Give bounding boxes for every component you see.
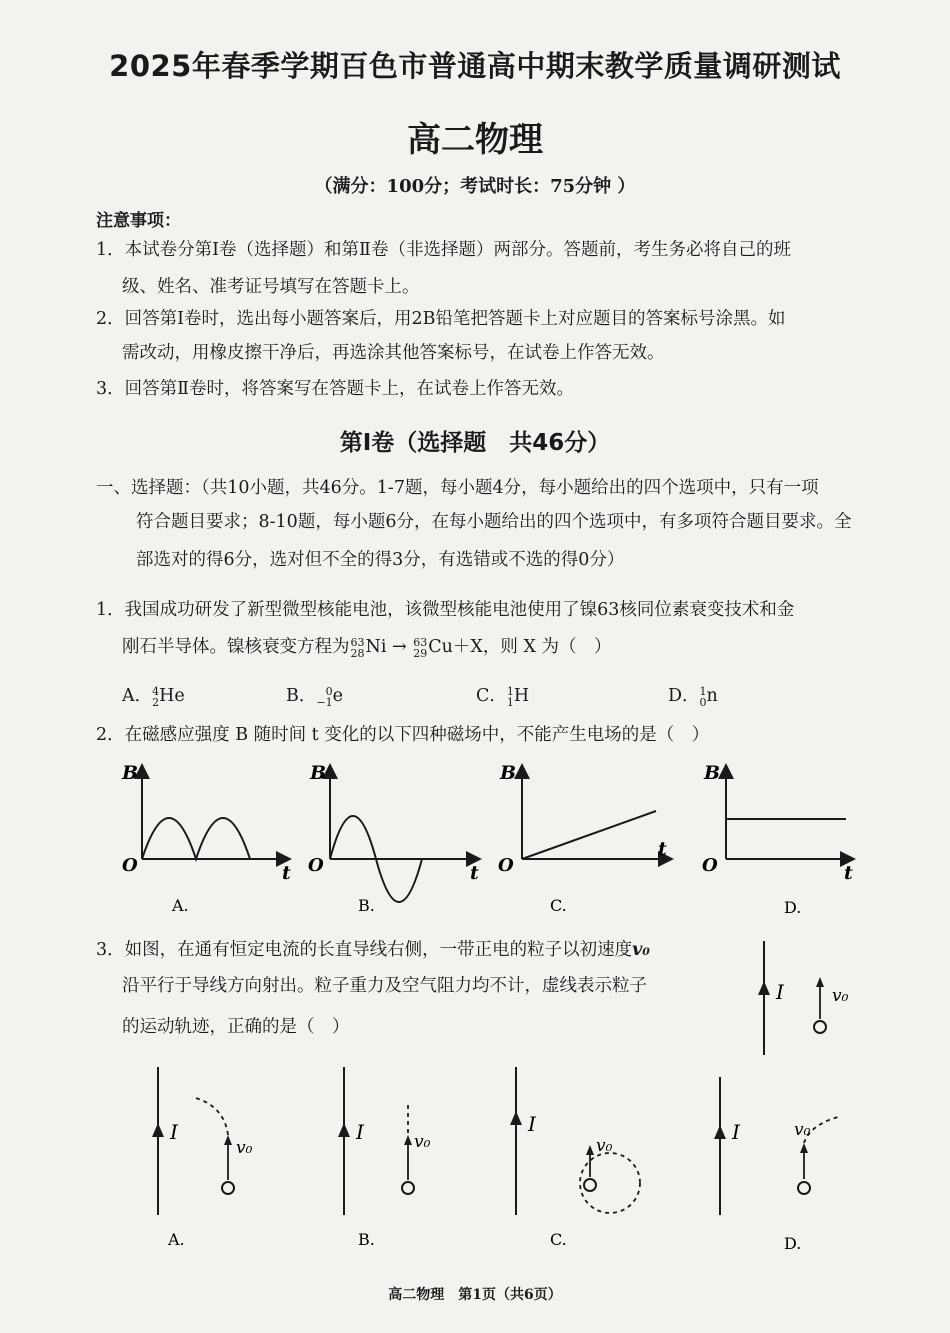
- decay-arrow: →: [392, 637, 407, 657]
- q1-line2-prefix: 刚石半导体。镍核衰变方程为: [122, 637, 350, 657]
- cu-mass: 63: [413, 635, 428, 649]
- q2-graph-d-axis-t: t: [844, 862, 853, 884]
- q2-graph-b: [308, 762, 479, 915]
- ni-z: 28: [350, 646, 365, 660]
- q1-option-c-label: C．: [476, 686, 507, 706]
- q2-graph-b-origin: O: [308, 855, 324, 876]
- q2-graph-a: [121, 762, 291, 915]
- q2-graph-a-axis-t: t: [282, 862, 291, 884]
- q3-line1-text: 3．如图，在通有恒定电流的长直导线右侧，一带正电的粒子以初速度: [96, 940, 633, 960]
- q2-graph-c-axis-b: B: [500, 762, 517, 784]
- q3-figure-b: [338, 1067, 431, 1249]
- q3-option-a-label: A.: [168, 1230, 185, 1249]
- q1-line2: [122, 635, 611, 659]
- q2-graph-c: [498, 762, 670, 915]
- q1-option-b-mass: 0: [325, 684, 333, 698]
- q3-b-v0: v₀: [414, 1132, 431, 1152]
- q1-option-d-label: D．: [668, 686, 700, 706]
- exam-meta: （满分：100分；考试时长：75分钟 ）: [314, 176, 636, 197]
- q1-line2-suffix: ＋X，则 X 为（ ）: [452, 637, 612, 657]
- q3-a-current: I: [170, 1120, 178, 1144]
- section-title: 第Ⅰ卷（选择题 共46分）: [339, 430, 611, 456]
- q3-d-current: I: [732, 1120, 740, 1144]
- q3-option-c-label: C.: [550, 1230, 567, 1249]
- q3-figure-a: [152, 1067, 253, 1249]
- notice-item-2-line1: 2．回答第Ⅰ卷时，选出每小题答案后，用2B铅笔把答题卡上对应题目的答案标号涂黑。如: [96, 309, 786, 329]
- q2-graph-d: [702, 762, 853, 917]
- nuclide-cu: [413, 637, 427, 659]
- q1-option-a-label: A．: [122, 686, 153, 706]
- q3-a-trajectory: [192, 1097, 228, 1135]
- q1-option-d-mass: 1: [699, 684, 707, 698]
- nuclide-ni: [351, 637, 365, 659]
- q2-graph-c-origin: O: [498, 855, 514, 876]
- q1-option-c-symbol: H: [513, 686, 530, 706]
- q2-graph-b-axis-b: B: [310, 762, 327, 784]
- q2-option-a-label: A.: [172, 896, 189, 915]
- q3-line2: 沿平行于导线方向射出。粒子重力及空气阻力均不计，虚线表示粒子: [122, 976, 647, 996]
- q1-option-c: [476, 684, 529, 708]
- q1-option-d-symbol: n: [706, 686, 718, 706]
- notice-heading: 注意事项：: [96, 211, 181, 231]
- q1-option-d-nuclide: [700, 686, 707, 708]
- q3-line1: [96, 938, 650, 962]
- q1-option-c-z: 1: [506, 695, 514, 709]
- q1-option-a-mass: 4: [152, 684, 160, 698]
- section-instruction-line2: 符合题目要求；8-10题，每小题6分，在每小题给出的四个选项中，有多项符合题目要求。全: [136, 512, 852, 532]
- notice-item-2-line2: 需改动，用橡皮擦干净后，再选涂其他答案标号，在试卷上作答无效。: [122, 343, 665, 363]
- notice-item-1-line1: 1．本试卷分第Ⅰ卷（选择题）和第Ⅱ卷（非选择题）两部分。答题前，考生务必将自己的班: [96, 240, 791, 260]
- q2-graph-b-axis-t: t: [470, 862, 479, 884]
- q2-option-b-label: B.: [358, 896, 375, 915]
- cu-symbol: Cu: [428, 637, 453, 657]
- q1-option-d-z: 0: [699, 695, 707, 709]
- q1-option-d: [668, 684, 718, 708]
- q3-main-figure: [740, 935, 860, 1065]
- q3-option-d-label: D.: [784, 1234, 802, 1253]
- q1-line1: 1．我国成功研发了新型微型核能电池，该微型核能电池使用了镍63核同位素衰变技术和金: [96, 600, 795, 620]
- q2-graph-d-origin: O: [702, 855, 718, 876]
- q3-b-current: I: [356, 1120, 364, 1144]
- q3-main-v0: v₀: [832, 986, 849, 1006]
- q2-option-c-label: C.: [550, 896, 567, 915]
- q2-graph-a-axis-b: B: [122, 762, 139, 784]
- q1-option-b-nuclide: [316, 686, 332, 708]
- q1-option-c-mass: 1: [506, 684, 514, 698]
- q2-graph-c-line: [522, 811, 656, 859]
- q1-option-a-z: 2: [152, 695, 160, 709]
- q3-v0-inline: v₀: [632, 940, 650, 960]
- q3-d-v0: v₀: [794, 1120, 811, 1140]
- q3-main-particle: [814, 1021, 826, 1033]
- q3-option-figures: [100, 1055, 890, 1255]
- page-footer: 高二物理 第1页（共6页）: [388, 1287, 562, 1303]
- q3-figure-c: [510, 1067, 640, 1249]
- q3-line3: 的运动轨迹，正确的是（ ）: [122, 1017, 350, 1037]
- ni-mass: 63: [350, 635, 365, 649]
- subject-title: 高二物理: [407, 120, 543, 160]
- q2-graph-c-axis-t: t: [658, 838, 667, 860]
- q2-graph-a-origin: O: [122, 855, 138, 876]
- ni-symbol: Ni: [365, 637, 387, 657]
- q1-option-a: [122, 684, 185, 708]
- exam-title: 2025年春季学期百色市普通高中期末教学质量调研测试: [109, 49, 841, 83]
- q3-c-trajectory: [580, 1153, 640, 1213]
- notice-item-1-line2: 级、姓名、准考证号填写在答题卡上。: [122, 277, 420, 297]
- q2-option-d-label: D.: [784, 898, 802, 917]
- q1-option-c-nuclide: [507, 686, 514, 708]
- section-instruction-line1: 一、选择题：（共10小题，共46分。1-7题，每小题4分，每小题给出的四个选项中，只有一项: [96, 478, 819, 498]
- q1-option-b-z: −1: [316, 695, 333, 709]
- q3-c-v0: v₀: [596, 1136, 613, 1156]
- q1-option-b-symbol: e: [332, 686, 343, 706]
- section-instruction-line3: 部选对的得6分，选对但不全的得3分，有选错或不选的得0分）: [136, 550, 625, 570]
- q2-stem: 2．在磁感应强度 B 随时间 t 变化的以下四种磁场中，不能产生电场的是（ ）: [96, 725, 710, 745]
- q1-option-b: [286, 684, 343, 708]
- q2-graphs: [100, 755, 890, 920]
- q3-main-current: I: [776, 980, 784, 1004]
- notice-item-3-line1: 3．回答第Ⅱ卷时，将答案写在答题卡上，在试卷上作答无效。: [96, 379, 575, 399]
- q3-figure-d: [714, 1077, 838, 1253]
- q2-graph-a-curve: [142, 818, 250, 859]
- q3-a-v0: v₀: [236, 1138, 253, 1158]
- cu-z: 29: [413, 646, 428, 660]
- q3-c-current: I: [528, 1112, 536, 1136]
- q3-option-b-label: B.: [358, 1230, 375, 1249]
- q1-option-a-symbol: He: [159, 686, 185, 706]
- q1-option-b-label: B．: [286, 686, 317, 706]
- q2-graph-d-axis-b: B: [704, 762, 721, 784]
